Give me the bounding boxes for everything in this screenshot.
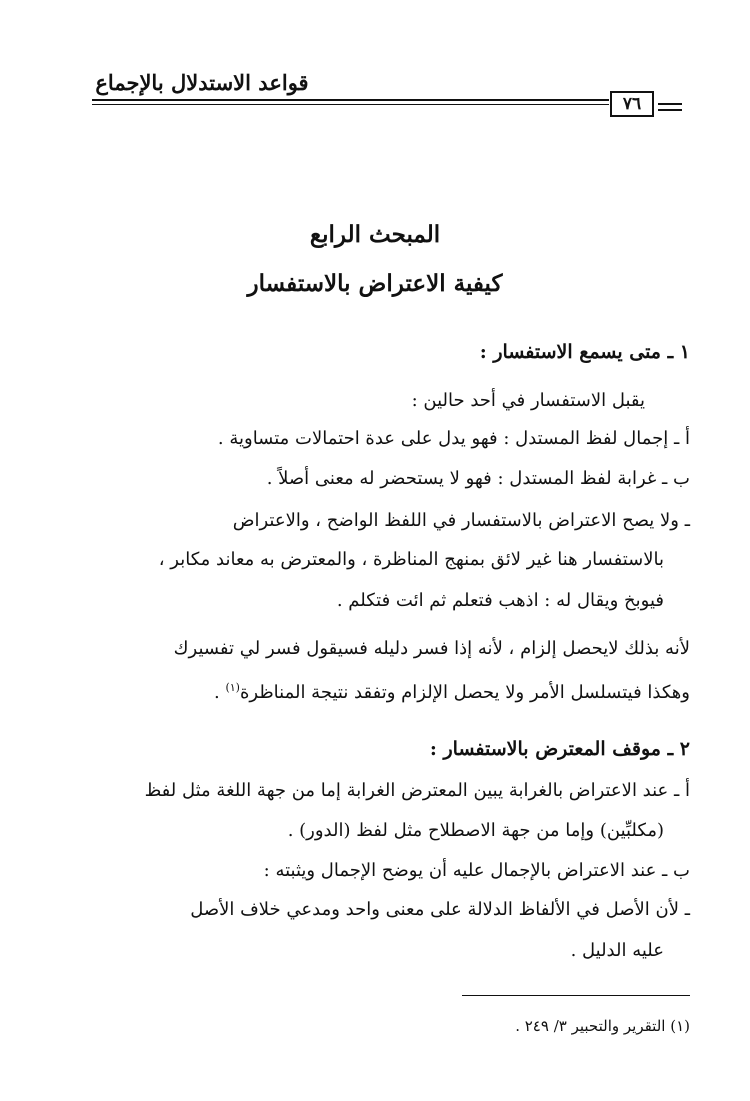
list-item: أ ـ عند الاعتراض بالغرابة يبين المعترض الغرابة إما من جهة اللغة مثل لفظ bbox=[144, 780, 690, 801]
running-title: قواعد الاستدلال بالإجماع bbox=[95, 70, 309, 95]
chapter-subtitle: كيفية الاعتراض بالاستفسار bbox=[247, 270, 503, 297]
header-marker bbox=[658, 103, 682, 105]
section-heading: ٢ ـ موقف المعترض بالاستفسار : bbox=[429, 738, 690, 760]
header-rule-thin bbox=[92, 104, 609, 105]
paragraph-line bbox=[214, 676, 690, 705]
footnote-ref: (١) bbox=[225, 681, 240, 694]
paragraph-line: فيوبخ ويقال له : اذهب فتعلم ثم ائت فتكلم . bbox=[336, 590, 664, 611]
paragraph-line: عليه الدليل . bbox=[570, 940, 664, 961]
list-item: أ ـ إجمال لفظ المستدل : فهو يدل على عدة احتمالات متساوية . bbox=[217, 428, 690, 449]
header-marker bbox=[658, 109, 682, 111]
header-rule bbox=[92, 99, 609, 101]
reason-text: وهكذا فيتسلسل الأمر ولا يحصل الإلزام وتفقد نتيجة المناظرة bbox=[239, 682, 690, 703]
reason-end: . bbox=[214, 682, 226, 703]
paragraph-line: ـ لأن الأصل في الألفاظ الدلالة على معنى واحد ومدعي خلاف الأصل bbox=[190, 899, 690, 920]
section-heading: ١ ـ متى يسمع الاستفسار : bbox=[479, 341, 690, 363]
paragraph-line: بالاستفسار هنا غير لائق بمنهج المناظرة ، والمعترض به معاند مكابر ، bbox=[158, 549, 664, 570]
paragraph-line: ـ ولا يصح الاعتراض بالاستفسار في اللفظ الواضح ، والاعتراض bbox=[232, 510, 690, 531]
paragraph: يقبل الاستفسار في أحد حالين : bbox=[411, 390, 645, 411]
footnote-rule bbox=[462, 995, 690, 996]
list-item-continued: (مكلبِّين) وإما من جهة الاصطلاح مثل لفظ (الدور) . bbox=[287, 820, 664, 841]
chapter-title: المبحث الرابع bbox=[309, 221, 441, 248]
footnote: (١) التقرير والتحبير ٣/ ٢٤٩ . bbox=[515, 1017, 690, 1035]
paragraph-line: لأنه بذلك لايحصل إلزام ، لأنه إذا فسر دليله فسيقول فسر لي تفسيرك bbox=[173, 638, 690, 659]
list-item: ب ـ عند الاعتراض بالإجمال عليه أن يوضح الإجمال ويثبته : bbox=[263, 860, 690, 881]
page-number: ٧٦ bbox=[610, 91, 654, 117]
list-item: ب ـ غرابة لفظ المستدل : فهو لا يستحضر له معنى أصلاً . bbox=[266, 468, 690, 489]
